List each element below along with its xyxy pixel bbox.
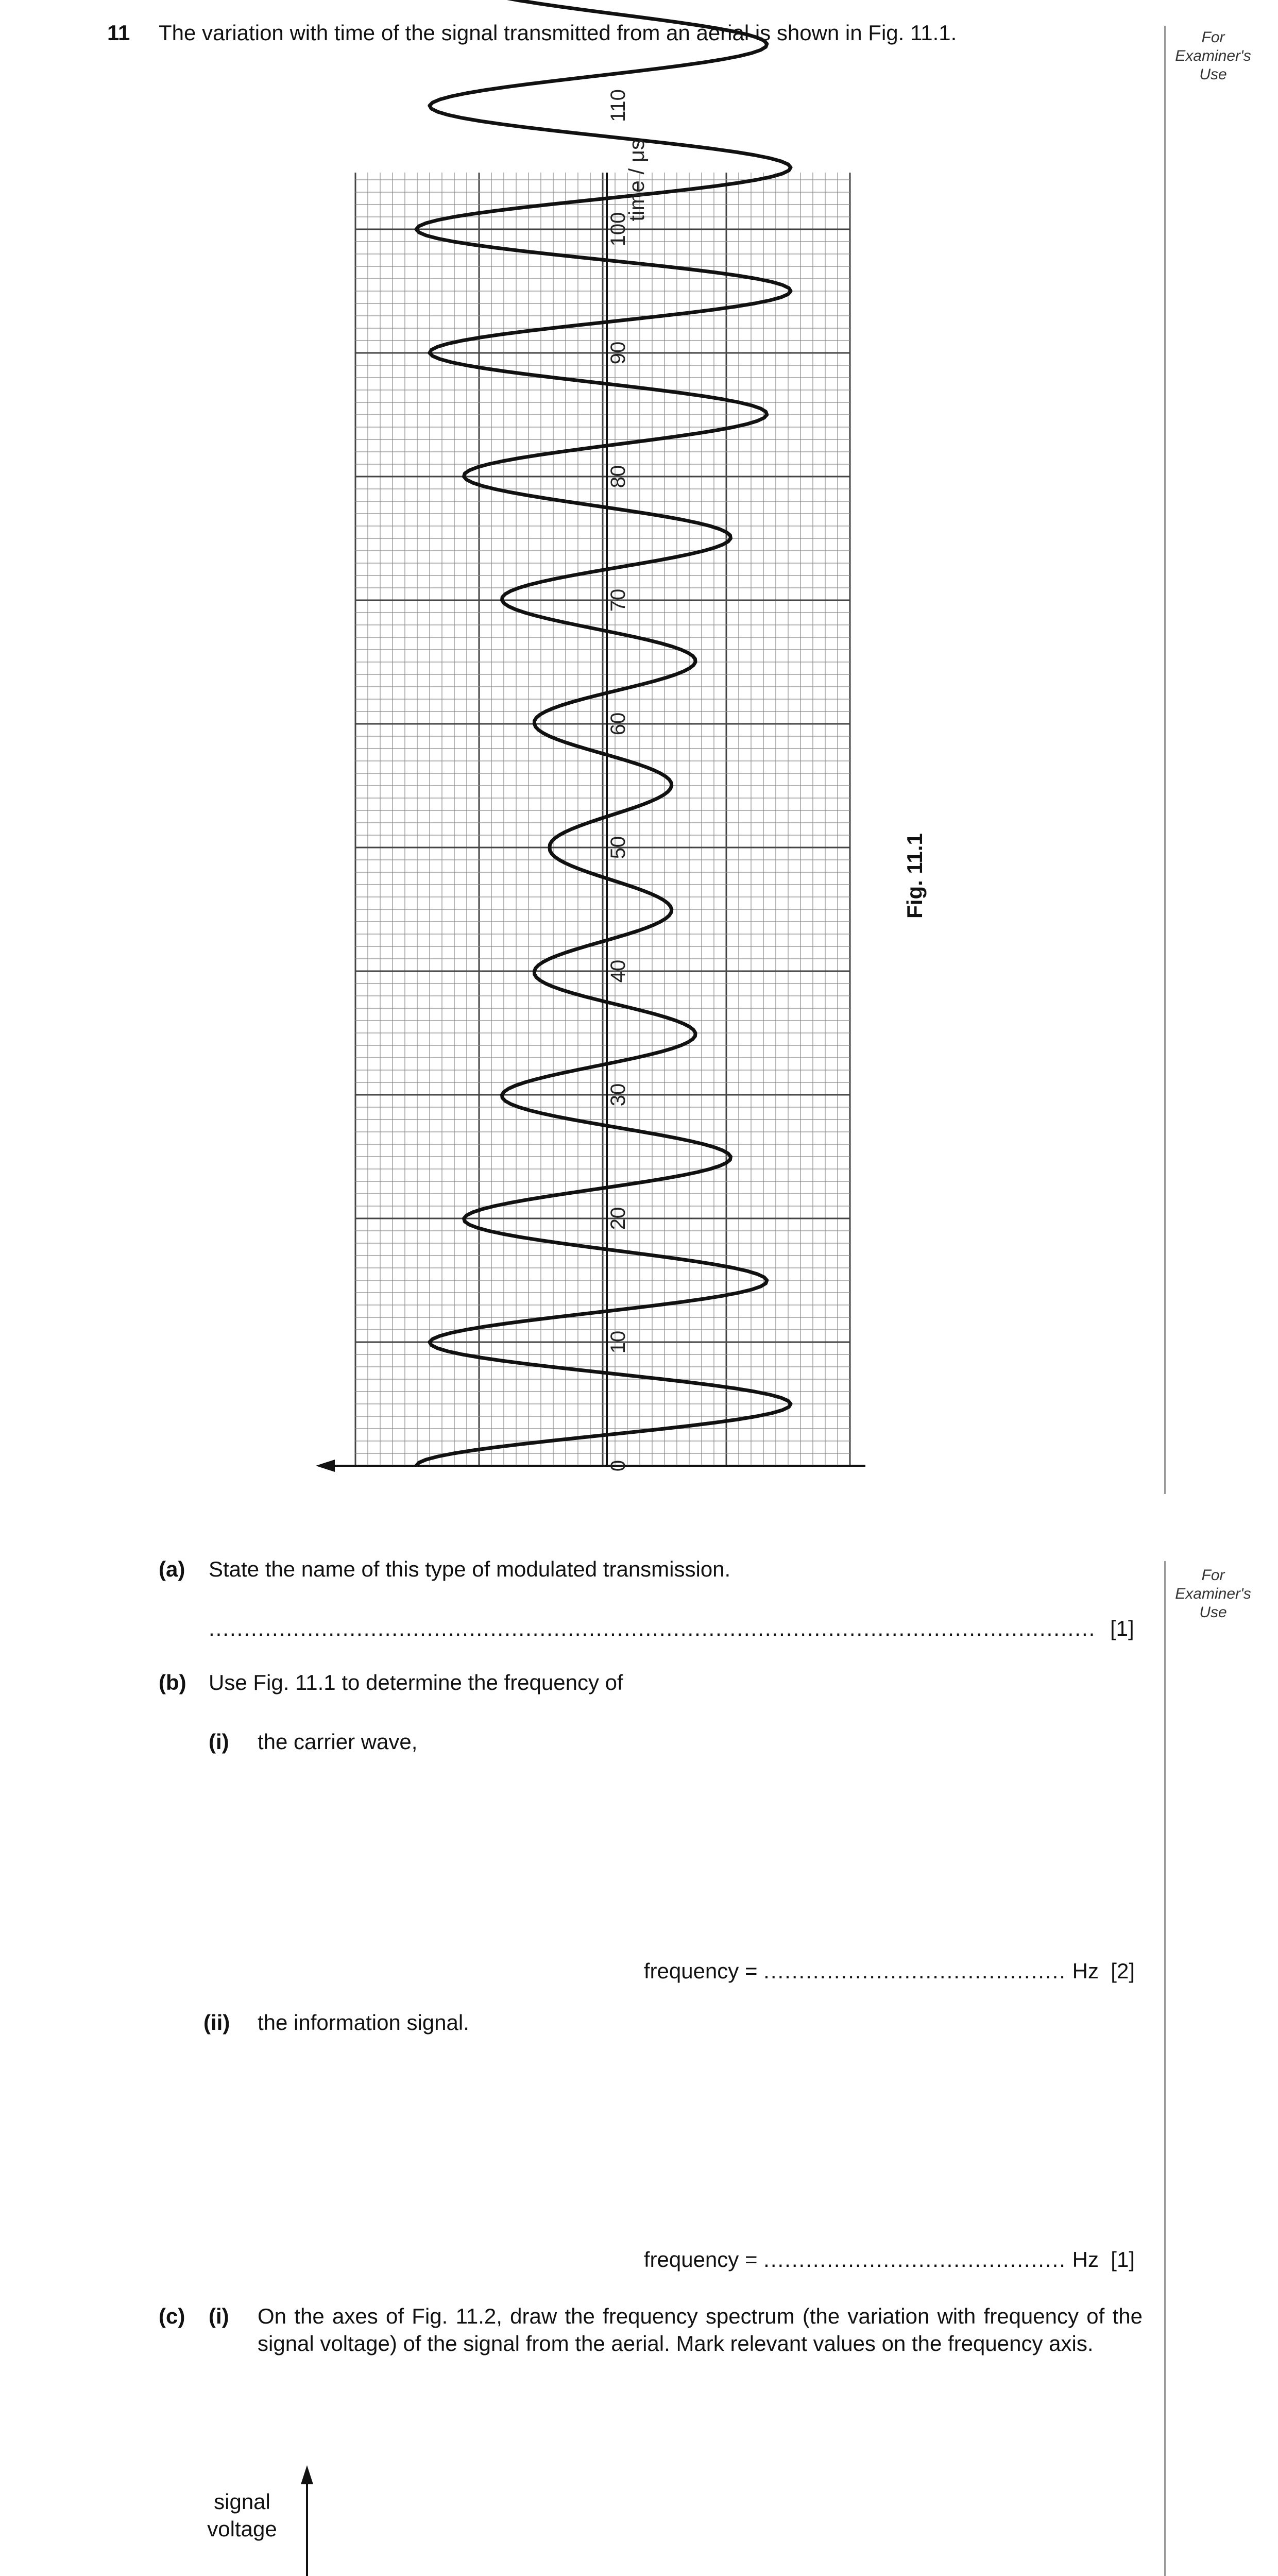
signal-voltage-axis-arrowhead (301, 2465, 313, 2484)
frequency-prefix: frequency = (643, 1959, 758, 1983)
answer-dots: ........................................... (763, 1959, 1066, 1983)
part-a-answer-dots: .............................................................................................................................. (209, 1616, 1096, 1640)
ylabel-line-2: voltage (207, 2516, 277, 2541)
time-tick-label: 40 (607, 959, 629, 983)
examiner-use-box-top: For Examiner's Use (1175, 29, 1251, 83)
part-a-text: State the name of this type of modulated transmission. (209, 1557, 731, 1581)
answer-dots: ........................................... (763, 2247, 1066, 2272)
time-tick-label: 60 (607, 712, 629, 736)
part-c-i-label: (i) (209, 2304, 229, 2328)
margin-line-top (1164, 26, 1166, 1494)
ylabel-line-1: signal (214, 2489, 270, 2514)
time-tick-label: 90 (607, 341, 629, 365)
amplitude-axis-arrowhead (316, 1460, 335, 1472)
examiner-use-box-bottom: For Examiner's Use (1175, 1567, 1251, 1621)
part-a-label: (a) (159, 1557, 185, 1581)
part-b-i-label: (i) (209, 1730, 229, 1754)
part-b-ii-label: (ii) (203, 2010, 230, 2035)
time-tick-label: 30 (607, 1083, 629, 1107)
time-tick-label: 110 (607, 89, 629, 122)
part-b-text: Use Fig. 11.1 to determine the frequency of (209, 1670, 623, 1694)
marks: [1] (1111, 2247, 1135, 2272)
part-b-ii-answer-line (644, 2246, 1135, 2274)
fig-11-2-axes (288, 2463, 958, 2576)
time-tick-label: 50 (607, 836, 629, 859)
question-intro: The variation with time of the signal transmitted from an aerial is shown in Fig. 11.1. (159, 21, 957, 45)
part-b-label: (b) (159, 1670, 186, 1694)
margin-line-bottom (1164, 1561, 1166, 2576)
time-tick-label: 20 (607, 1207, 629, 1230)
frequency-prefix: frequency = (643, 2247, 758, 2272)
unit-hz: Hz (1072, 1959, 1099, 1983)
fig-11-1-caption: Fig. 11.1 (902, 833, 927, 919)
time-tick-label: 0 (607, 1460, 629, 1472)
part-b-ii-text: the information signal. (258, 2010, 469, 2035)
part-a-marks: [1] (1110, 1616, 1134, 1640)
time-tick-label: 100 (607, 212, 629, 247)
unit-hz: Hz (1072, 2247, 1099, 2272)
question-number: 11 (107, 21, 130, 45)
part-c-i-text: On the axes of Fig. 11.2, draw the frequency spectrum (the variation with frequency of the signal voltage) of the signal from the aerial. Mark relevant values on the frequency axis. (258, 2304, 1143, 2355)
time-tick-label: 10 (607, 1330, 629, 1354)
part-b-i-text: the carrier wave, (258, 1730, 418, 1754)
marks: [2] (1111, 1959, 1135, 1983)
time-tick-label: 70 (607, 588, 629, 612)
part-b-i-answer-line (644, 1958, 1135, 1985)
time-tick-label: 80 (607, 465, 629, 488)
part-c-label: (c) (159, 2304, 185, 2328)
time-axis-label: time / μs (624, 139, 649, 222)
fig-11-1-graph (309, 89, 896, 1504)
fig-11-2-ylabel (191, 2488, 294, 2543)
